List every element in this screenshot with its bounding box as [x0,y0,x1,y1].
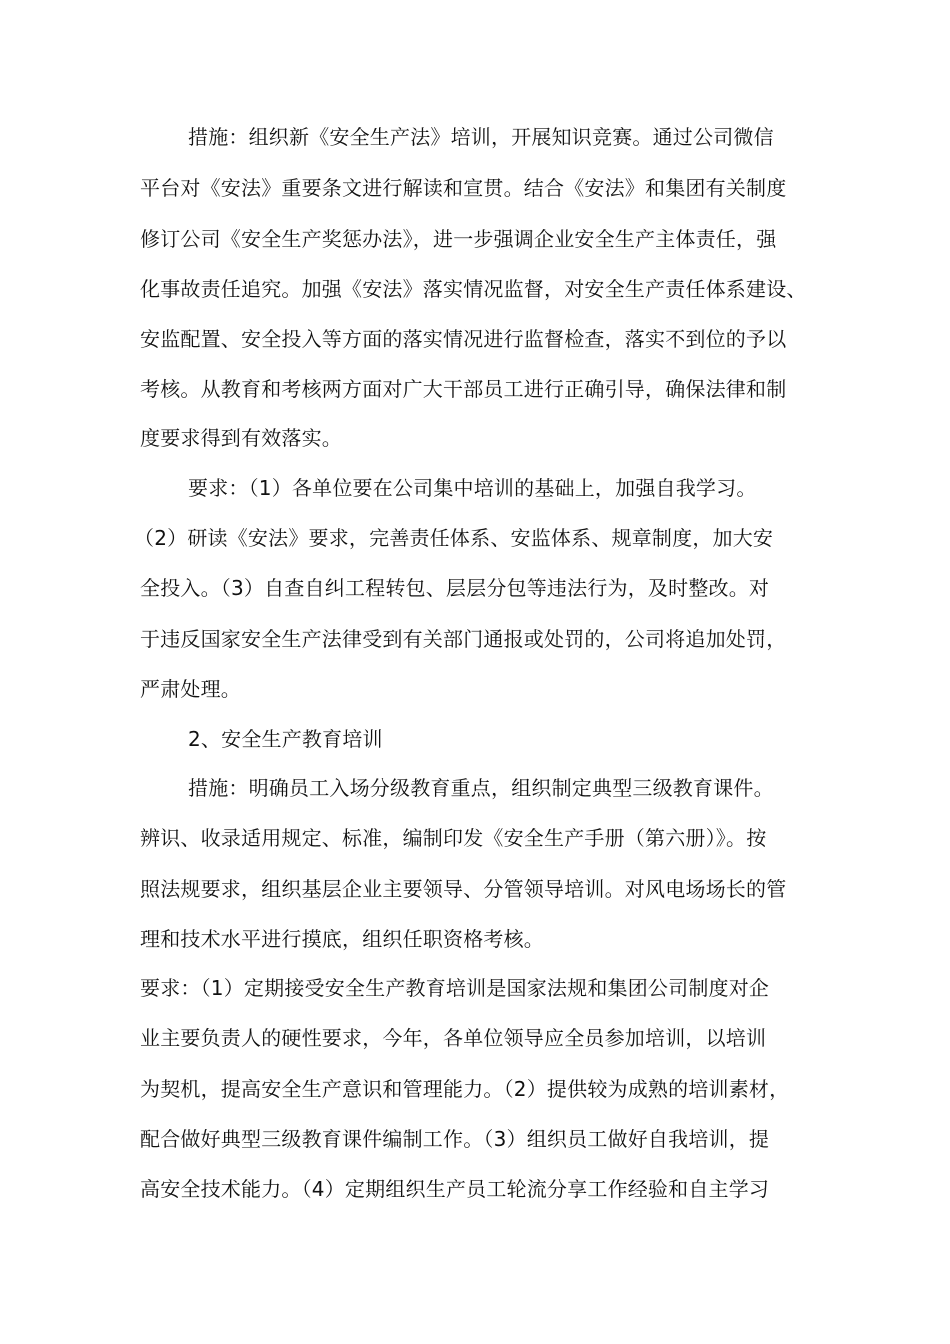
text-line: 严肃处理。 [140,677,241,701]
text-line: 度要求得到有效落实。 [140,426,342,450]
text-line: 配合做好典型三级教育课件编制工作。（3）组织员工做好自我培训，提 [140,1127,770,1151]
text-line: 业主要负责人的硬性要求，今年，各单位领导应全员参加培训，以培训 [140,1026,767,1050]
text-line: 修订公司《安全生产奖惩办法》，进一步强调企业安全生产主体责任，强 [140,227,777,251]
text-line: 安监配置、安全投入等方面的落实情况进行监督检查，落实不到位的予以 [140,327,787,351]
text-line: 于违反国家安全生产法律受到有关部门通报或处罚的，公司将追加处罚， [140,627,787,651]
text-line: 理和技术水平进行摸底，组织任职资格考核。 [140,927,544,951]
section-heading: 2、安全生产教育培训 [188,727,383,751]
text-line: 要求：（1）定期接受安全生产教育培训是国家法规和集团公司制度对企 [140,976,770,1000]
text-line: 全投入。（3）自查自纠工程转包、层层分包等违法行为，及时整改。对 [140,576,770,600]
text-line: 化事故责任追究。加强《安法》落实情况监督，对安全生产责任体系建设、 [140,277,807,301]
text-line: 措施：明确员工入场分级教育重点，组织制定典型三级教育课件。 [188,776,774,800]
text-line: 平台对《安法》重要条文进行解读和宣贯。结合《安法》和集团有关制度 [140,176,787,200]
text-line: 为契机，提高安全生产意识和管理能力。（2）提供较为成熟的培训素材， [140,1077,790,1101]
text-line: 考核。从教育和考核两方面对广大干部员工进行正确引导，确保法律和制 [140,377,787,401]
text-line: 高安全技术能力。（4）定期组织生产员工轮流分享工作经验和自主学习 [140,1177,770,1201]
text-line: 辨识、收录适用规定、标准，编制印发《安全生产手册（第六册）》。按 [140,826,767,850]
text-line: 要求：（1）各单位要在公司集中培训的基础上，加强自我学习。 [188,476,757,500]
text-line: 照法规要求，组织基层企业主要领导、分管领导培训。对风电场场长的管 [140,877,787,901]
text-line: 措施：组织新《安全生产法》培训，开展知识竞赛。通过公司微信 [188,125,774,149]
text-line: （2）研读《安法》要求，完善责任体系、安监体系、规章制度，加大安 [134,526,774,550]
